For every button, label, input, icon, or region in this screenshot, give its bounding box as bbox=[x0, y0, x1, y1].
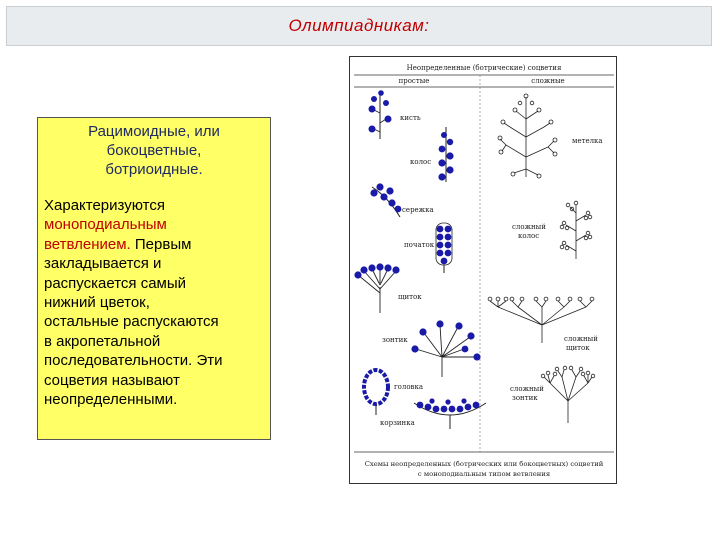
diagram-top-header: Неопределенные (ботрические) соцветия bbox=[406, 64, 562, 72]
label-spike: колос bbox=[410, 158, 432, 166]
info-box bbox=[37, 117, 271, 440]
label-compound-spike-2: колос bbox=[518, 232, 540, 240]
col-complex-label: сложные bbox=[531, 77, 565, 85]
spike-scheme bbox=[438, 127, 453, 182]
text-line: неопределенными. bbox=[44, 391, 178, 409]
label-compound-corymb-1: сложный bbox=[564, 335, 598, 343]
catkin-scheme bbox=[370, 183, 401, 217]
info-box-text bbox=[44, 196, 270, 409]
text-line: остальные распускаются bbox=[44, 313, 219, 331]
col-simple-label: простые bbox=[398, 77, 430, 85]
text-line-highlight: моноподиальным bbox=[44, 216, 167, 234]
compound-spike-scheme bbox=[560, 201, 592, 259]
text-line: закладывается и bbox=[44, 255, 162, 273]
label-corymb: щиток bbox=[398, 293, 422, 301]
text-line: последовательности. Эти bbox=[44, 352, 223, 370]
label-basket: корзинка bbox=[380, 419, 415, 427]
label-compound-umbel-2: зонтик bbox=[512, 394, 538, 402]
label-compound-umbel-1: сложный bbox=[510, 385, 544, 393]
corymb-scheme bbox=[354, 263, 399, 313]
heading-line: бокоцветные, bbox=[106, 142, 202, 159]
label-spadix: початок bbox=[404, 241, 435, 249]
label-catkin: сережка bbox=[402, 206, 434, 214]
basket-scheme bbox=[414, 398, 486, 429]
diagram-svg bbox=[350, 57, 618, 485]
heading-line: ботриоидные. bbox=[105, 161, 203, 178]
text-line: нижний цветок, bbox=[44, 294, 150, 312]
diagram-caption-line2: с моноподиальным типом ветвления bbox=[417, 470, 551, 478]
spadix-scheme bbox=[436, 223, 452, 273]
head-scheme bbox=[364, 370, 388, 415]
text-line: распускается самый bbox=[44, 274, 187, 292]
raceme-scheme bbox=[369, 90, 392, 139]
label-compound-corymb-2: щиток bbox=[566, 344, 590, 352]
text-highlight: ветвлением. bbox=[44, 235, 131, 253]
label-compound-spike-1: сложный bbox=[512, 223, 546, 231]
text-line: соцветия называют bbox=[44, 371, 180, 389]
inflorescence-diagram bbox=[349, 56, 617, 484]
header-bar bbox=[6, 6, 712, 46]
label-umbel: зонтик bbox=[382, 336, 408, 344]
label-raceme: кисть bbox=[400, 114, 421, 122]
label-panicle: метелка bbox=[572, 137, 603, 145]
text-line: Характеризуются bbox=[44, 197, 165, 214]
text-line bbox=[44, 235, 270, 254]
text-fragment: Первым bbox=[130, 235, 192, 253]
heading-line: Рацимоидные, или bbox=[88, 123, 220, 140]
label-head: головка bbox=[394, 383, 424, 391]
text-line: в акропетальной bbox=[44, 332, 161, 350]
panicle-scheme bbox=[498, 94, 557, 178]
info-box-heading bbox=[38, 122, 270, 179]
diagram-caption-line1: Схемы неопределенных (ботрических или бокоцветных) соцветий bbox=[364, 460, 604, 468]
page-title: Олимпиадникам: bbox=[288, 16, 430, 35]
umbel-scheme bbox=[411, 320, 480, 377]
compound-umbel-scheme bbox=[541, 366, 595, 423]
